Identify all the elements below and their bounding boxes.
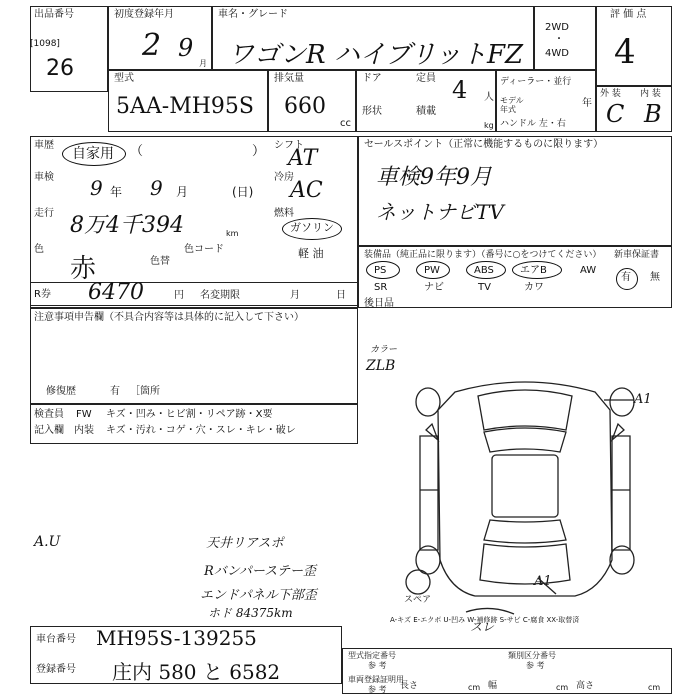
load-label: 積載 — [416, 106, 436, 117]
first-reg-year: 2 — [142, 28, 162, 63]
deadline-day: 日 — [336, 290, 346, 301]
first-reg-month: 9 — [178, 34, 194, 62]
reg-label: 登録番号 — [36, 664, 76, 675]
first-reg-label: 初度登録年月 — [114, 9, 174, 20]
memo-line4: ホド 84375km — [208, 606, 293, 620]
color-code-label: 色コード — [184, 244, 224, 255]
fuel-diesel: 軽 油 — [298, 247, 324, 260]
inspection-label: 車検 — [34, 172, 54, 183]
memo-line1: 天井リアスポ — [206, 536, 284, 551]
chassis-label: 車台番号 — [36, 634, 76, 645]
inspection-month-unit: 月 — [176, 185, 189, 199]
damage-a1-bottom: A1 — [534, 574, 552, 589]
history-label: 車歴 — [34, 140, 54, 151]
capacity-value: 4 — [452, 76, 468, 104]
height-cm: cm — [648, 683, 661, 692]
capacity-label: 定員 — [416, 73, 436, 84]
fuel-gasoline: ガソリン — [290, 221, 334, 234]
inspection-year-unit: 年 — [110, 185, 123, 199]
drive-box — [534, 6, 596, 70]
warranty-label: 新車保証書 — [614, 250, 660, 260]
reg-cert-label: 車両登録証明用 — [348, 675, 404, 684]
drive-4wd: 4WD — [545, 48, 569, 59]
selling-point-line1: 車検9年9月 — [376, 165, 492, 190]
cc-unit: cc — [340, 118, 351, 129]
after-items-label: 後日品 — [364, 298, 394, 309]
equip-abs: ABS — [474, 265, 494, 276]
length-label: 長さ — [400, 681, 419, 691]
shift-label: シフト — [274, 140, 304, 151]
inspector-row2: キズ・汚れ・コゲ・穴・スレ・キレ・破レ — [106, 425, 296, 436]
inspector-fw: FW — [76, 409, 92, 420]
repair-part: ［箇所 — [130, 386, 160, 397]
inspector-row1: キズ・凹み・ヒビ割・リペア跡・X要 — [106, 409, 273, 420]
equipment-label: 装備品（純正品に限ります）（番号に○をつけてください） — [364, 250, 602, 260]
memo-line3: エンドパネル下部歪 — [200, 588, 317, 603]
spare-label: スペア — [404, 595, 432, 605]
color-note: カラー — [370, 345, 398, 355]
score-label: 評 価 点 — [610, 9, 647, 20]
capacity-unit: 人 — [484, 92, 494, 103]
deadline-month: 月 — [290, 290, 300, 301]
kg-unit: kg — [484, 121, 494, 130]
memo-line2: Rバンパーステー歪 — [204, 564, 316, 579]
mileage-unit: km — [226, 229, 239, 238]
inspection-year-value: 9 — [90, 176, 103, 200]
repaint-label: 色替 — [150, 256, 170, 267]
cooler-value: AC — [290, 178, 323, 203]
equip-navi: ナビ — [424, 282, 444, 293]
drive-dot: ・ — [554, 34, 564, 45]
equip-leather: カワ — [524, 282, 544, 293]
equip-ps: PS — [374, 265, 387, 276]
memo-au: A.U — [34, 534, 61, 550]
lot-number: 26 — [46, 56, 74, 81]
fuel-label: 燃料 — [274, 208, 294, 219]
score-value: 4 — [614, 32, 636, 72]
drive-2wd: 2WD — [545, 22, 569, 33]
repair-label: 修復歴 — [46, 386, 76, 397]
type-label: 型式 — [114, 73, 134, 84]
equip-aw: AW — [580, 265, 597, 276]
interior-label: 内 装 — [640, 89, 661, 99]
cooler-label: 冷房 — [274, 172, 294, 183]
dealer-label: ディーラー・並行 — [500, 77, 572, 87]
ps-circle — [366, 261, 400, 279]
recycle-value: 6470 — [88, 280, 144, 305]
reg-cert-ref: 参 考 — [368, 685, 387, 694]
color-label: 色 — [34, 244, 44, 255]
inspection-day-unit: (日) — [232, 185, 254, 199]
chassis-value: MH95S-139255 — [96, 626, 257, 650]
mileage-label: 走行 — [34, 208, 54, 219]
scratch-note: スレ — [470, 620, 495, 634]
shape-label: 形状 — [362, 106, 382, 117]
class-label: 類別区分番号 — [508, 651, 556, 660]
deadline-label: 名変期限 — [200, 290, 240, 301]
displacement-value: 660 — [284, 94, 326, 119]
width-label: 幅 — [488, 681, 498, 691]
selling-points-box — [358, 136, 672, 246]
abs-circle — [466, 261, 506, 279]
handle-label: ハンドル 左・右 — [500, 119, 566, 129]
lot-label: 出品番号 — [34, 9, 74, 20]
color-code-note: ZLB — [366, 358, 396, 374]
height-label: 高さ — [576, 681, 595, 691]
shift-value: AT — [288, 146, 318, 171]
inspector-label-2: 記入欄 — [34, 425, 64, 436]
model-year-label: モデル年式 — [500, 96, 524, 114]
equip-pw: PW — [424, 265, 440, 276]
month-unit: 月 — [199, 59, 207, 68]
displacement-label: 排気量 — [274, 73, 304, 84]
model-grade-label: 車名・グレード — [218, 9, 288, 20]
exterior-label: 外 装 — [600, 89, 621, 99]
length-cm: cm — [468, 683, 481, 692]
type-value: 5AA-MH95S — [116, 94, 254, 119]
inspection-month-value: 9 — [150, 176, 163, 200]
reg-value: 庄内 580 と 6582 — [112, 660, 281, 684]
equip-sr: SR — [374, 282, 388, 293]
model-name: ワゴンR ハイブリットFZ — [228, 40, 524, 70]
equip-airbag: エアB — [520, 265, 547, 276]
inspector-label-1: 検査員 — [34, 409, 64, 420]
door-label: ドア — [362, 73, 382, 84]
notes-label: 注意事項申告欄（不具合内容等は具体的に記入して下さい） — [34, 312, 304, 323]
warranty-no: 無 — [650, 272, 660, 283]
equip-tv: TV — [478, 282, 491, 293]
mileage-value: 8万4千394 — [70, 213, 184, 238]
repair-value: 有 — [110, 386, 120, 397]
selling-point-line2: ネットナビTV — [376, 200, 504, 224]
recycle-box — [30, 282, 358, 308]
width-cm: cm — [556, 683, 569, 692]
airbag-circle — [512, 261, 562, 279]
inspector-interior: 内装 — [74, 425, 94, 436]
damage-a1-top: A1 — [634, 392, 652, 407]
color-value: 赤 — [70, 254, 97, 284]
class-ref: 参 考 — [526, 661, 545, 670]
type-cert-ref: 参 考 — [368, 661, 387, 670]
warranty-yes: 有 — [621, 272, 631, 283]
recycle-yen: 円 — [174, 290, 184, 301]
selling-points-label: セールスポイント（正常に機能するものに限ります） — [364, 139, 604, 150]
recycle-label: R券 — [34, 289, 51, 300]
lot-code: [1098] — [30, 39, 60, 49]
history-value: 自家用 — [72, 146, 114, 162]
damage-legend: A-キズ E-エクボ U-凹み W-補修跡 S-サビ C-腐食 XX-取替済 — [390, 616, 580, 624]
exterior-grade: C — [606, 100, 625, 128]
year-unit: 年 — [582, 98, 592, 109]
interior-grade: B — [644, 100, 662, 128]
history-paren-close: ） — [252, 144, 266, 159]
history-paren-open: （ — [130, 144, 144, 159]
pw-circle — [416, 261, 450, 279]
type-cert-label: 型式指定番号 — [348, 651, 396, 660]
